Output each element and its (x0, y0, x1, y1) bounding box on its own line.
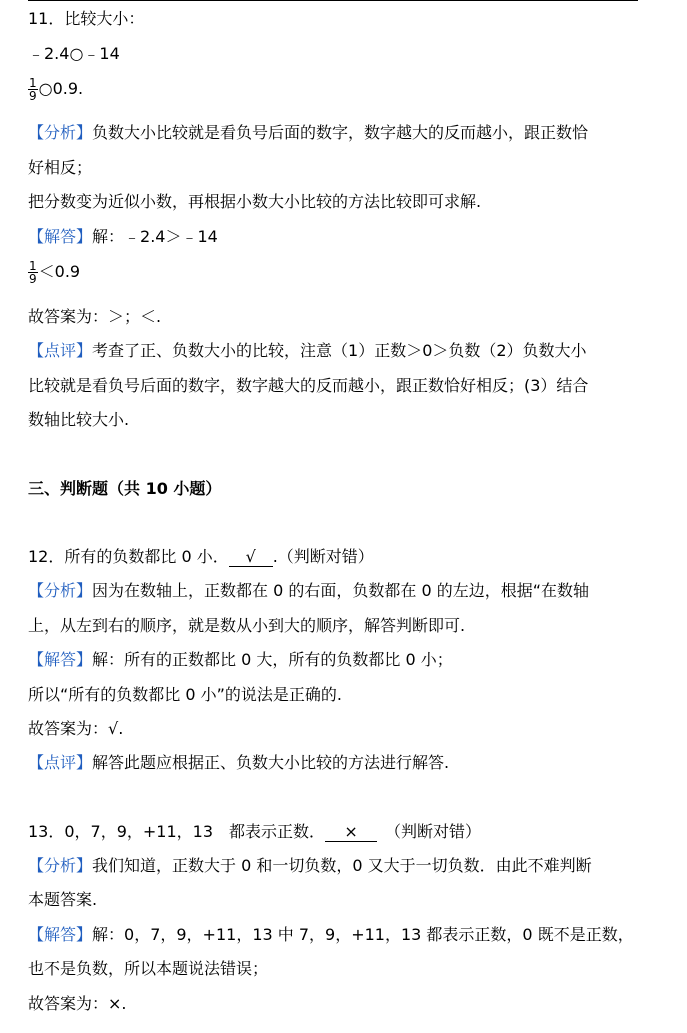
q11-fraction-denominator: 9 (29, 89, 37, 103)
q11-comment-line3: 数轴比较大小. (28, 410, 130, 429)
q11-comment-line2: 比较就是看负号后面的数字，数字越大的反而越小，跟正数恰好相反；(3）结合 (28, 376, 589, 395)
q13-stem (28, 821, 481, 843)
q13-answer-line2: 也不是负数，所以本题说法错误； (28, 959, 269, 978)
q13-answer-line1 (28, 924, 634, 946)
q11-fraction-numerator: 1 (29, 76, 37, 90)
q11-answer-line2-rest: ＜0.9 (38, 262, 81, 281)
q11-answer-text1: 解：﹣2.4＞﹣14 (92, 227, 218, 246)
q12-analysis-tag: 【分析】 (28, 581, 93, 600)
q11-analysis-line2: 好相反； (28, 158, 93, 177)
q11-title: 11．比较大小： (28, 9, 145, 28)
q11-analysis-tag: 【分析】 (28, 123, 93, 142)
q13-analysis-tag: 【分析】 (28, 856, 93, 875)
q12-answer-text1: 解：所有的正数都比 0 大，所有的负数都比 0 小； (92, 650, 453, 669)
q12-analysis-line1 (28, 580, 589, 602)
q12-analysis-text1: 因为在数轴上，正数都在 0 的右面，负数都在 0 的左边，根据“在数轴 (92, 581, 590, 600)
q12-comment-text1: 解答此题应根据正、负数大小比较的方法进行解答. (92, 753, 450, 772)
q13-analysis-line1 (28, 855, 592, 877)
q11-comment-line1 (28, 340, 587, 362)
q13-answer-tag: 【解答】 (28, 925, 93, 944)
q11-line1: ﹣2.4○﹣14 (28, 44, 120, 63)
q11-analysis-line3: 把分数变为近似小数，再根据小数大小比较的方法比较即可求解. (28, 192, 482, 211)
q11-analysis-text1: 负数大小比较就是看负号后面的数字，数字越大的反而越小，跟正数恰 (92, 123, 589, 142)
q13-stem-post: （判断对错） (385, 822, 482, 841)
q11-answer-fraction-denominator: 9 (29, 272, 37, 286)
q11-comment-tag: 【点评】 (28, 341, 93, 360)
q12-stem-post: .（判断对错） (272, 547, 374, 566)
q11-line2 (28, 77, 83, 102)
q12-answer-line1 (28, 649, 453, 671)
q13-stem-pre: 13．0，7，9，+11，13 都表示正数． (28, 822, 326, 841)
q12-answer-tag: 【解答】 (28, 650, 93, 669)
q12-answer-line3: 故答案为：√. (28, 719, 124, 738)
q13-analysis-line2: 本题答案. (28, 890, 98, 909)
section3-heading: 三、判断题（共 10 小题） (28, 479, 222, 498)
q11-analysis-line1 (28, 122, 588, 144)
q11-answer-line3: 故答案为：＞；＜. (28, 307, 162, 326)
q11-answer-fraction-numerator: 1 (29, 259, 37, 273)
top-rule (28, 0, 638, 1)
q11-fraction (28, 77, 38, 102)
q13-analysis-text1: 我们知道，正数大于 0 和一切负数，0 又大于一切负数．由此不难判断 (92, 856, 592, 875)
q11-answer-line2 (28, 260, 80, 285)
q11-answer-tag: 【解答】 (28, 227, 93, 246)
q12-stem-pre: 12．所有的负数都比 0 小． (28, 547, 229, 566)
q13-answer-line3: 故答案为：×. (28, 994, 127, 1013)
q11-comment-text1: 考查了正、负数大小的比较，注意（1）正数＞0＞负数（2）负数大小 (92, 341, 587, 360)
q13-answer-text1: 解：0，7，9，+11，13 中 7，9，+11，13 都表示正数，0 既不是正数， (92, 925, 634, 944)
q12-answer-line2: 所以“所有的负数都比 0 小”的说法是正确的. (28, 685, 343, 704)
q13-answer-blank: × (325, 823, 377, 842)
q12-analysis-line2: 上，从左到右的顺序，就是数从小到大的顺序，解答判断即可. (28, 616, 466, 635)
q12-stem (28, 546, 374, 568)
q11-answer-fraction (28, 260, 38, 285)
q12-answer-blank: √ (229, 548, 273, 567)
q11-line2-rest: ○0.9. (38, 79, 84, 98)
q12-comment-tag: 【点评】 (28, 753, 93, 772)
q11-answer-line1 (28, 226, 218, 248)
q12-comment-line1 (28, 752, 449, 774)
